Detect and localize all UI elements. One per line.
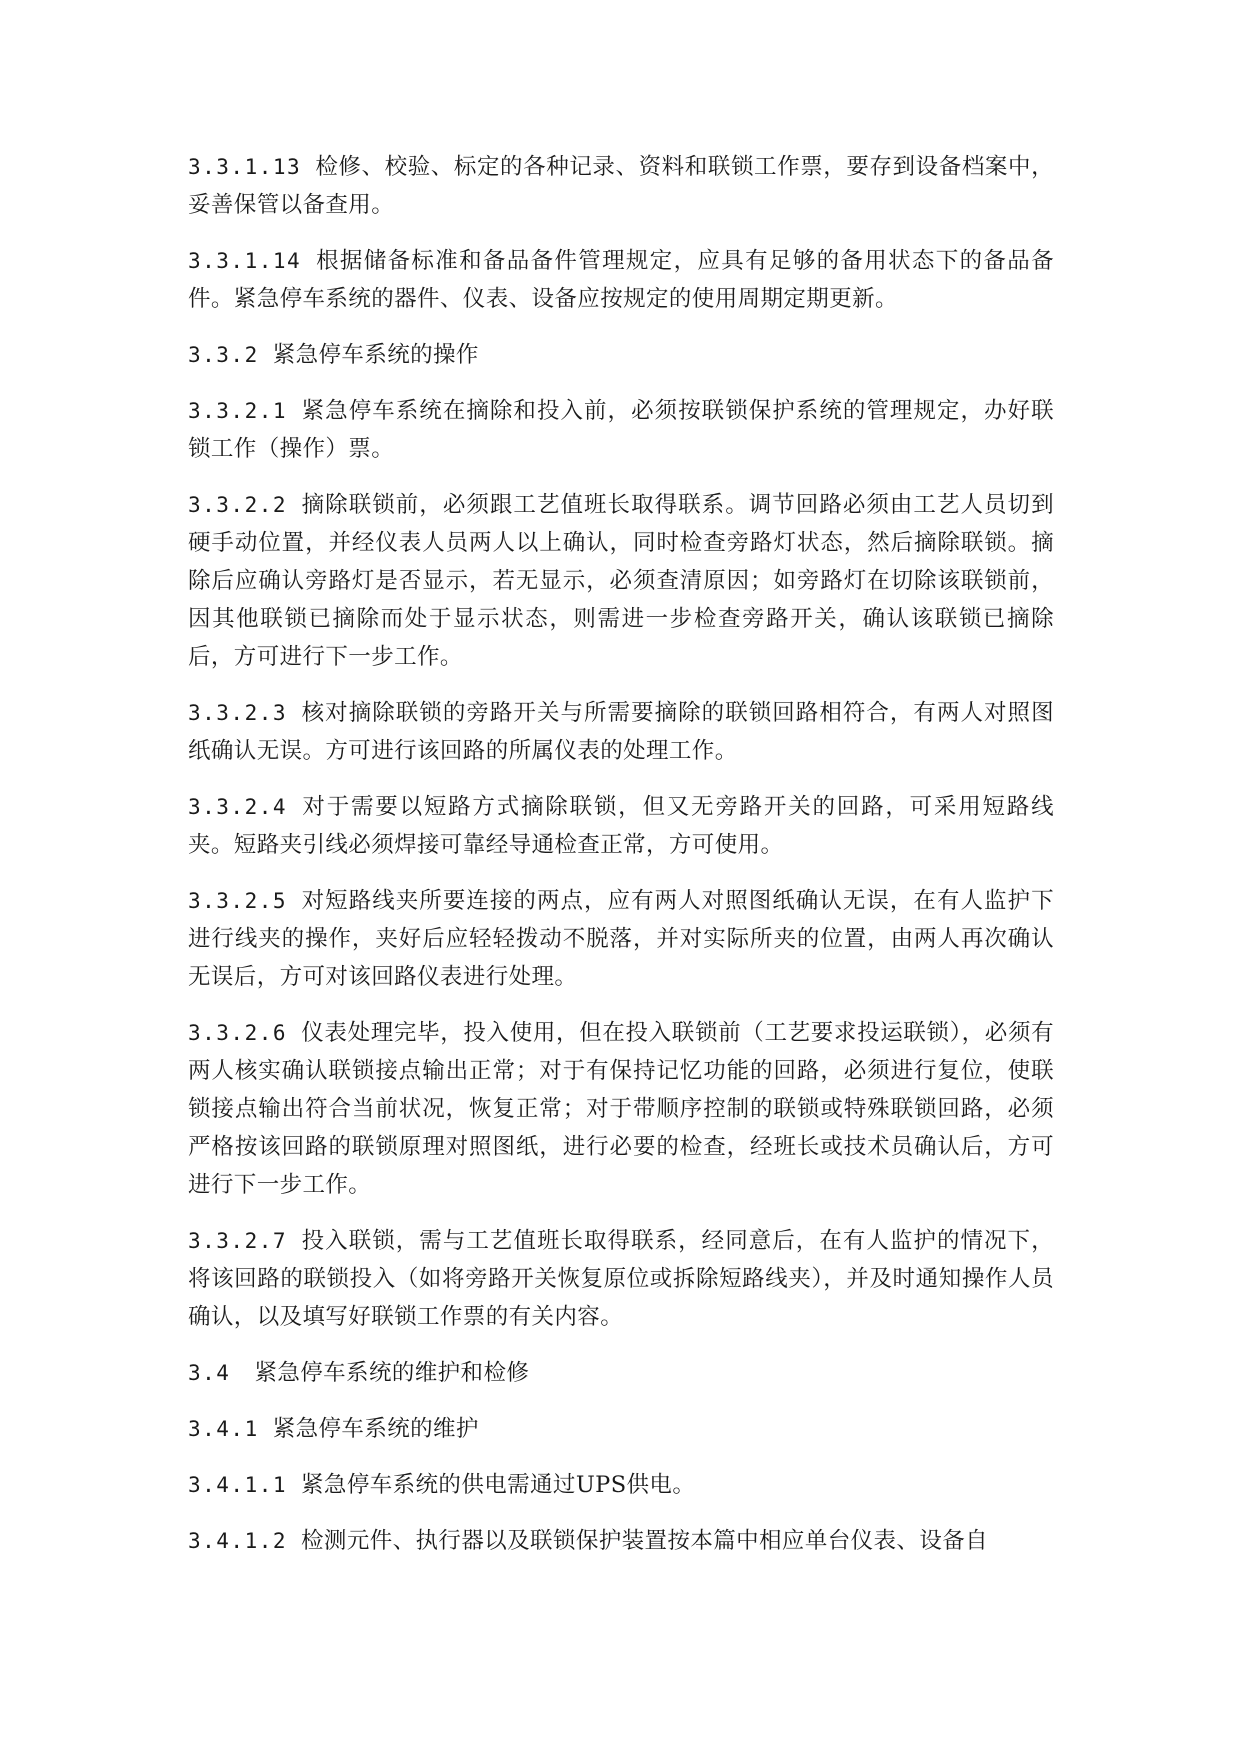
heading-text: 紧急停车系统的维护	[272, 1416, 479, 1442]
paragraph-text: 检修、校验、标定的各种记录、资料和联锁工作票，要存到设备档案中，妥善保管以备查用。	[188, 154, 1054, 218]
paragraph-text: 仪表处理完毕，投入使用，但在投入联锁前（工艺要求投运联锁），必须有两人核实确认联锁接点输出正常；对于有保持记忆功能的回路，必须进行复位，使联锁接点输出符合当前状况，恢复正常；对于带顺序控制的联锁或特殊联锁回路，必须严格按该回路的联锁原理对照图纸，进行必要的检查，经班长或技术员确认后，方可进行下一步工作。	[188, 1020, 1054, 1198]
document-page	[188, 148, 1054, 1578]
section-number: 3.4.1.1	[188, 1473, 288, 1497]
heading-text: 紧急停车系统的操作	[272, 342, 479, 368]
paragraph	[188, 882, 1054, 996]
section-number: 3.3.1.13	[188, 155, 302, 179]
paragraph-text: 投入联锁，需与工艺值班长取得联系，经同意后，在有人监护的情况下，将该回路的联锁投入（如将旁路开关恢复原位或拆除短路线夹），并及时通知操作人员确认，以及填写好联锁工作票的有关内容。	[188, 1228, 1054, 1330]
paragraph	[188, 1522, 1054, 1560]
section-heading	[188, 336, 1054, 374]
paragraph	[188, 486, 1054, 676]
section-heading	[188, 1410, 1054, 1448]
paragraph	[188, 1466, 1054, 1504]
paragraph	[188, 1014, 1054, 1204]
paragraph-text: 紧急停车系统在摘除和投入前，必须按联锁保护系统的管理规定，办好联锁工作（操作）票。	[188, 398, 1054, 462]
paragraph	[188, 788, 1054, 864]
section-number: 3.3.2.1	[188, 399, 288, 423]
paragraph	[188, 1222, 1054, 1336]
paragraph-text: 紧急停车系统的供电需通过UPS供电。	[301, 1472, 696, 1498]
section-number: 3.3.2.3	[188, 701, 288, 725]
section-number: 3.4.1.2	[188, 1529, 288, 1553]
paragraph-text: 根据储备标准和备品备件管理规定，应具有足够的备用状态下的备品备件。紧急停车系统的器件、仪表、设备应按规定的使用周期定期更新。	[188, 248, 1054, 312]
paragraph	[188, 392, 1054, 468]
paragraph	[188, 242, 1054, 318]
paragraph-text: 对于需要以短路方式摘除联锁，但又无旁路开关的回路，可采用短路线夹。短路夹引线必须焊接可靠经导通检查正常，方可使用。	[188, 794, 1054, 858]
paragraph	[188, 148, 1054, 224]
section-number: 3.3.1.14	[188, 249, 302, 273]
heading-text: 紧急停车系统的维护和检修	[254, 1360, 530, 1386]
section-number: 3.3.2.7	[188, 1229, 288, 1253]
section-number: 3.4.1	[188, 1417, 259, 1441]
section-heading	[188, 1354, 1054, 1392]
section-number: 3.3.2.6	[188, 1021, 288, 1045]
paragraph-text: 摘除联锁前，必须跟工艺值班长取得联系。调节回路必须由工艺人员切到硬手动位置，并经仪表人员两人以上确认，同时检查旁路灯状态，然后摘除联锁。摘除后应确认旁路灯是否显示，若无显示，必须查清原因；如旁路灯在切除该联锁前，因其他联锁已摘除而处于显示状态，则需进一步检查旁路开关，确认该联锁已摘除后，方可进行下一步工作。	[188, 492, 1054, 670]
paragraph-text: 检测元件、执行器以及联锁保护装置按本篇中相应单台仪表、设备自	[301, 1528, 989, 1554]
paragraph-text: 对短路线夹所要连接的两点，应有两人对照图纸确认无误，在有人监护下进行线夹的操作，夹好后应轻轻拨动不脱落，并对实际所夹的位置，由两人再次确认无误后，方可对该回路仪表进行处理。	[188, 888, 1054, 990]
paragraph	[188, 694, 1054, 770]
paragraph-text: 核对摘除联锁的旁路开关与所需要摘除的联锁回路相符合，有两人对照图纸确认无误。方可进行该回路的所属仪表的处理工作。	[188, 700, 1054, 764]
section-number: 3.3.2.4	[188, 795, 288, 819]
section-number: 3.3.2.5	[188, 889, 288, 913]
section-number: 3.4	[188, 1361, 231, 1385]
section-number: 3.3.2	[188, 343, 259, 367]
section-number: 3.3.2.2	[188, 493, 288, 517]
